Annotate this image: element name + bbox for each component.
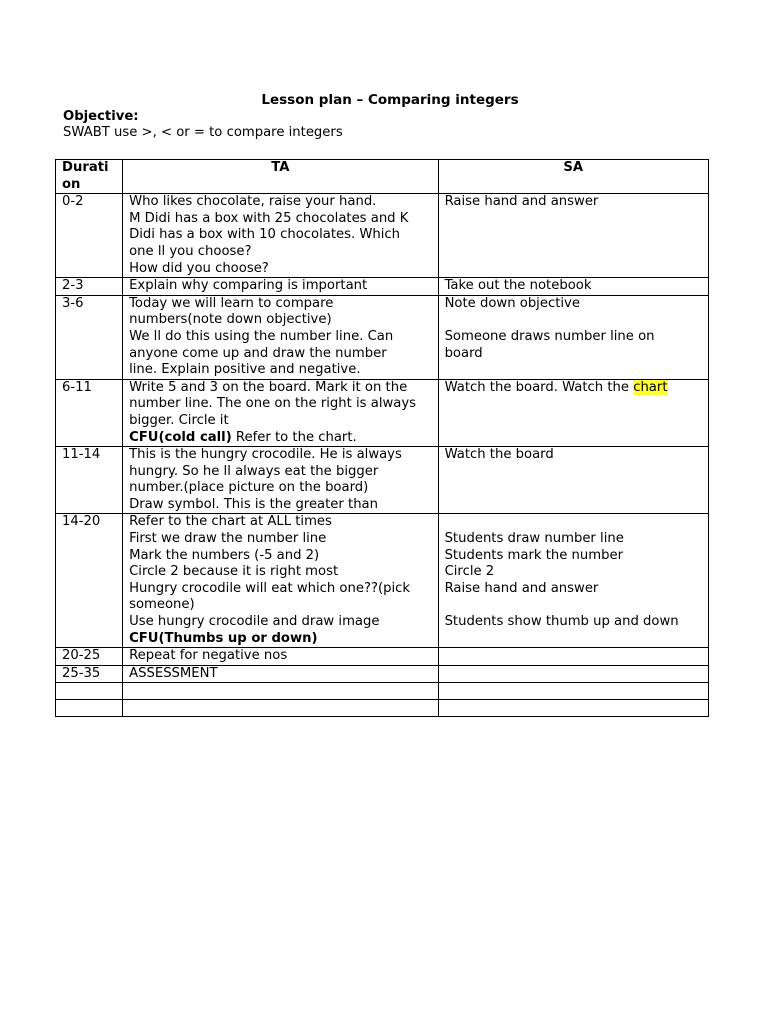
- ta-line: numbers(note down objective): [129, 312, 332, 328]
- duration-cell: 6-11: [56, 379, 123, 446]
- ta-line: number line. The one on the right is always: [129, 396, 417, 412]
- table-row: [56, 514, 709, 648]
- table-row: [56, 295, 709, 379]
- sa-line: [445, 380, 702, 397]
- ta-line: Explain why comparing is important: [129, 278, 368, 294]
- empty-table-row: [56, 700, 709, 717]
- ta-line: We ll do this using the number line. Can: [129, 328, 394, 344]
- ta-line: Who likes chocolate, raise your hand.: [129, 194, 377, 210]
- sa-line: Someone draws number line on: [444, 328, 655, 344]
- ta-line: Circle 2 because it is right most: [129, 564, 339, 580]
- ta-line: Hungry crocodile will eat which one??(pick: [129, 580, 411, 596]
- ta-line: How did you choose?: [129, 260, 269, 276]
- sa-line: Students mark the number: [444, 547, 624, 563]
- duration-cell: 3-6: [56, 295, 123, 379]
- ta-cell: [123, 648, 438, 666]
- ta-line: someone): [129, 597, 195, 613]
- sa-cell: [438, 665, 708, 683]
- header-duration: [56, 160, 123, 194]
- duration-cell: 11-14: [56, 447, 123, 514]
- ta-line: Refer to the chart at ALL times: [129, 514, 332, 530]
- sa-line: [445, 597, 702, 614]
- ta-line: hungry. So he ll always eat the bigger: [129, 463, 379, 479]
- duration-cell: 2-3: [56, 278, 123, 296]
- cfu-label: CFU(cold call): [129, 429, 232, 445]
- table-row: [56, 648, 709, 666]
- ta-line: Repeat for negative nos: [129, 648, 288, 664]
- sa-line: Students draw number line: [444, 531, 624, 547]
- cfu-text: Refer to the chart.: [231, 429, 357, 445]
- ta-cell: [123, 379, 438, 446]
- ta-line: one ll you choose?: [129, 243, 252, 259]
- sa-text: Watch the board. Watch the: [444, 379, 634, 395]
- sa-cell: [438, 447, 708, 514]
- sa-line: Raise hand and answer: [444, 194, 599, 210]
- header-duration-line2: on: [62, 176, 81, 192]
- highlighted-word: chart: [633, 379, 668, 395]
- table-row: [56, 194, 709, 278]
- duration-cell: 14-20: [56, 514, 123, 648]
- sa-line: [445, 312, 702, 329]
- ta-cell: [123, 447, 438, 514]
- duration-cell: 25-35: [56, 665, 123, 683]
- table-row: [56, 665, 709, 683]
- page-title: Lesson plan – Comparing integers: [261, 92, 519, 108]
- sa-line: board: [444, 345, 483, 361]
- ta-line: Use hungry crocodile and draw image: [129, 614, 380, 630]
- sa-cell: [438, 379, 708, 446]
- ta-cell: [123, 194, 438, 278]
- ta-line: line. Explain positive and negative.: [129, 362, 361, 378]
- empty-cell: [56, 700, 123, 717]
- objective-text: SWABT use >, < or = to compare integers: [63, 125, 343, 140]
- ta-cell: [123, 514, 438, 648]
- empty-cell: [438, 700, 708, 717]
- ta-line: This is the hungry crocodile. He is always: [129, 447, 402, 463]
- ta-line: First we draw the number line: [129, 531, 327, 547]
- ta-line: M Didi has a box with 25 chocolates and K: [129, 210, 409, 226]
- ta-line: ASSESSMENT: [129, 665, 218, 681]
- ta-cell: [123, 295, 438, 379]
- ta-line: number.(place picture on the board): [129, 480, 369, 496]
- table-row: [56, 278, 709, 296]
- ta-line: Draw symbol. This is the greater than: [129, 496, 379, 512]
- ta-line: Mark the numbers (-5 and 2): [129, 547, 320, 563]
- ta-line: Didi has a box with 10 chocolates. Which: [129, 227, 401, 243]
- table-header-row: [56, 160, 709, 194]
- sa-cell: [438, 194, 708, 278]
- lesson-plan-table: [55, 159, 709, 717]
- objective-heading: Objective:: [63, 109, 139, 124]
- sa-line: Raise hand and answer: [444, 580, 599, 596]
- cfu-label: CFU(Thumbs up or down): [129, 630, 318, 646]
- sa-line: Note down objective: [444, 295, 580, 311]
- ta-cell: [123, 665, 438, 683]
- ta-line: bigger. Circle it: [129, 412, 229, 428]
- empty-table-row: [56, 683, 709, 700]
- sa-line: Circle 2: [444, 564, 495, 580]
- table-body: [56, 194, 709, 717]
- header-ta: TA: [123, 160, 438, 194]
- sa-cell: [438, 295, 708, 379]
- duration-cell: 20-25: [56, 648, 123, 666]
- header-sa: SA: [438, 160, 708, 194]
- ta-line: Today we will learn to compare: [129, 295, 334, 311]
- sa-cell: [438, 514, 708, 648]
- empty-cell: [438, 683, 708, 700]
- sa-line: Watch the board: [444, 447, 554, 463]
- table-row: [56, 379, 709, 446]
- sa-line: Students show thumb up and down: [444, 614, 679, 630]
- ta-cell: [123, 278, 438, 296]
- sa-cell: [438, 278, 708, 296]
- sa-line: [445, 514, 702, 531]
- table-row: [56, 447, 709, 514]
- ta-line: anyone come up and draw the number: [129, 345, 387, 361]
- ta-cfu-line: [129, 631, 431, 648]
- ta-line: Write 5 and 3 on the board. Mark it on the: [129, 379, 408, 395]
- empty-cell: [123, 683, 438, 700]
- empty-cell: [123, 700, 438, 717]
- duration-cell: 0-2: [56, 194, 123, 278]
- ta-cfu-line: [129, 430, 431, 447]
- sa-cell: [438, 648, 708, 666]
- empty-cell: [56, 683, 123, 700]
- header-duration-line1: Durati: [62, 160, 109, 175]
- sa-line: Take out the notebook: [444, 278, 592, 294]
